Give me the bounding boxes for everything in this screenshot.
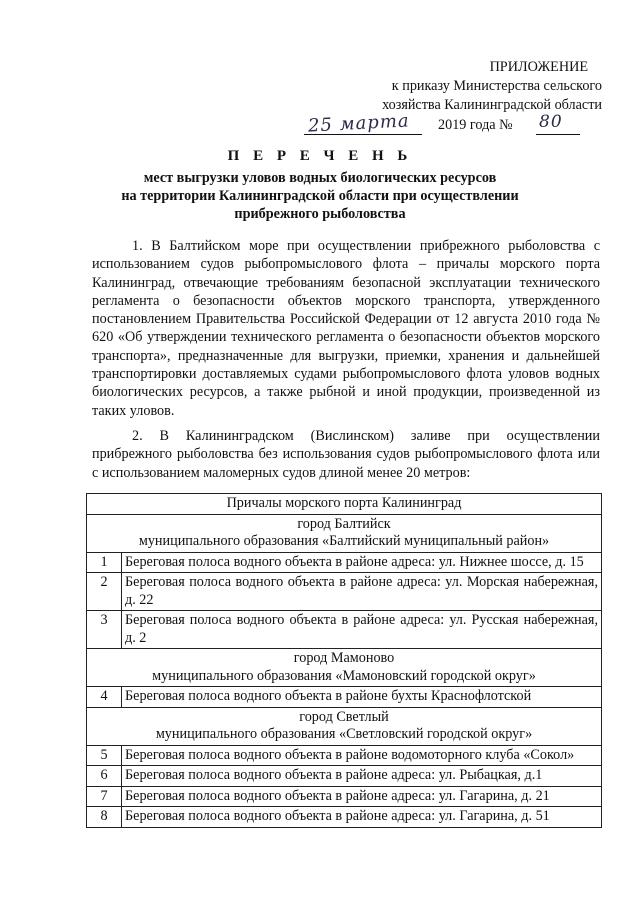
appendix-heading: ПРИЛОЖЕНИЕ xyxy=(489,59,588,75)
group-row xyxy=(87,514,602,552)
order-date-line xyxy=(300,112,600,138)
number-underline xyxy=(536,134,580,135)
row-number: 6 xyxy=(87,766,122,787)
row-text: Береговая полоса водного объекта в районе адреса: ул. Гагарина, д. 21 xyxy=(122,786,602,807)
table-row xyxy=(87,611,602,649)
row-number: 2 xyxy=(87,573,122,611)
row-number: 3 xyxy=(87,611,122,649)
table-header-row xyxy=(87,494,602,515)
table-row xyxy=(87,552,602,573)
group-city: город Мамоново xyxy=(293,650,395,666)
row-number: 4 xyxy=(87,687,122,708)
group-city: город Балтийск xyxy=(297,515,391,532)
table-header: Причалы морского порта Калининград xyxy=(87,494,602,515)
table-row xyxy=(87,807,602,828)
group-heading xyxy=(87,514,602,552)
subtitle-line-2: на территории Калининградской области при осуществлении xyxy=(121,188,519,204)
row-number: 5 xyxy=(87,745,122,766)
row-text: Береговая полоса водного объекта в районе водомоторного клуба «Сокол» xyxy=(122,745,602,766)
row-number: 1 xyxy=(87,552,122,573)
group-row xyxy=(87,707,602,745)
row-number: 8 xyxy=(87,807,122,828)
date-underline xyxy=(304,134,422,135)
group-city: город Светлый xyxy=(299,708,389,725)
group-heading xyxy=(87,649,602,687)
group-heading xyxy=(87,707,602,745)
row-number: 7 xyxy=(87,786,122,807)
table-row xyxy=(87,745,602,766)
handwritten-order-number: 80 xyxy=(539,112,563,132)
handwritten-date: 25 марта xyxy=(307,110,411,137)
row-text: Береговая полоса водного объекта в районе адреса: ул. Русская набережная, д. 2 xyxy=(122,611,602,649)
appendix-line-1: к приказу Министерства сельского xyxy=(391,78,602,94)
order-year-text: 2019 года № xyxy=(438,117,513,133)
table-row xyxy=(87,786,602,807)
table-row xyxy=(87,687,602,708)
paragraph-2: 2. В Калининградском (Вислинском) заливе при осуществлении прибрежного рыболовства без использования судов рыбопромыслового флота или с использованием маломерных судов длиной менее 20 метров: xyxy=(92,428,600,481)
row-text: Береговая полоса водного объекта в районе адреса: ул. Гагарина, д. 51 xyxy=(122,807,602,828)
landing-places-table xyxy=(86,493,602,828)
row-text: Береговая полоса водного объекта в районе бухты Краснофлотской xyxy=(122,687,602,708)
subtitle-line-1: мест выгрузки уловов водных биологических ресурсов xyxy=(143,170,497,186)
document-title: П Е Р Е Ч Е Н Ь xyxy=(227,148,413,164)
row-text: Береговая полоса водного объекта в районе адреса: ул. Рыбацкая, д.1 xyxy=(122,766,602,787)
table-row xyxy=(87,573,602,611)
row-text: Береговая полоса водного объекта в районе адреса: ул. Морская набережная, д. 22 xyxy=(122,573,602,611)
document-subtitle xyxy=(80,169,560,223)
paragraph-1: 1. В Балтийском море при осуществлении прибрежного рыболовства с использованием судов рыбопромыслового флота – причалы морского порта Калининград, отвечающие требованиям безопасной эксплуатации технического регламента о безопасности объектов морского транспорта, утвержденного постановлением Правительства Российской Федерации от 12 августа 2010 года № 620 «Об утверждении технического регламента о безопасности объектов морского транспорта», предназначенные для выгрузки, приемки, хранения и дальнейшей транспортировки доставляемых судами рыбопромыслового флота уловов водных биологических ресурсов, а также рыбной и иной продукции, произведенной из таких уловов. xyxy=(92,238,600,419)
row-text: Береговая полоса водного объекта в районе адреса: ул. Нижнее шоссе, д. 15 xyxy=(122,552,602,573)
subtitle-line-3: прибрежного рыболовства xyxy=(234,206,406,222)
appendix-line-2: хозяйства Калининградской области xyxy=(382,97,602,113)
group-municipality: муниципального образования «Светловский городской округ» xyxy=(155,726,533,742)
group-municipality: муниципального образования «Балтийский муниципальный район» xyxy=(138,533,550,549)
group-row xyxy=(87,649,602,687)
table-row xyxy=(87,766,602,787)
appendix-block xyxy=(340,58,602,115)
group-municipality: муниципального образования «Мамоновский городской округ» xyxy=(152,667,536,684)
